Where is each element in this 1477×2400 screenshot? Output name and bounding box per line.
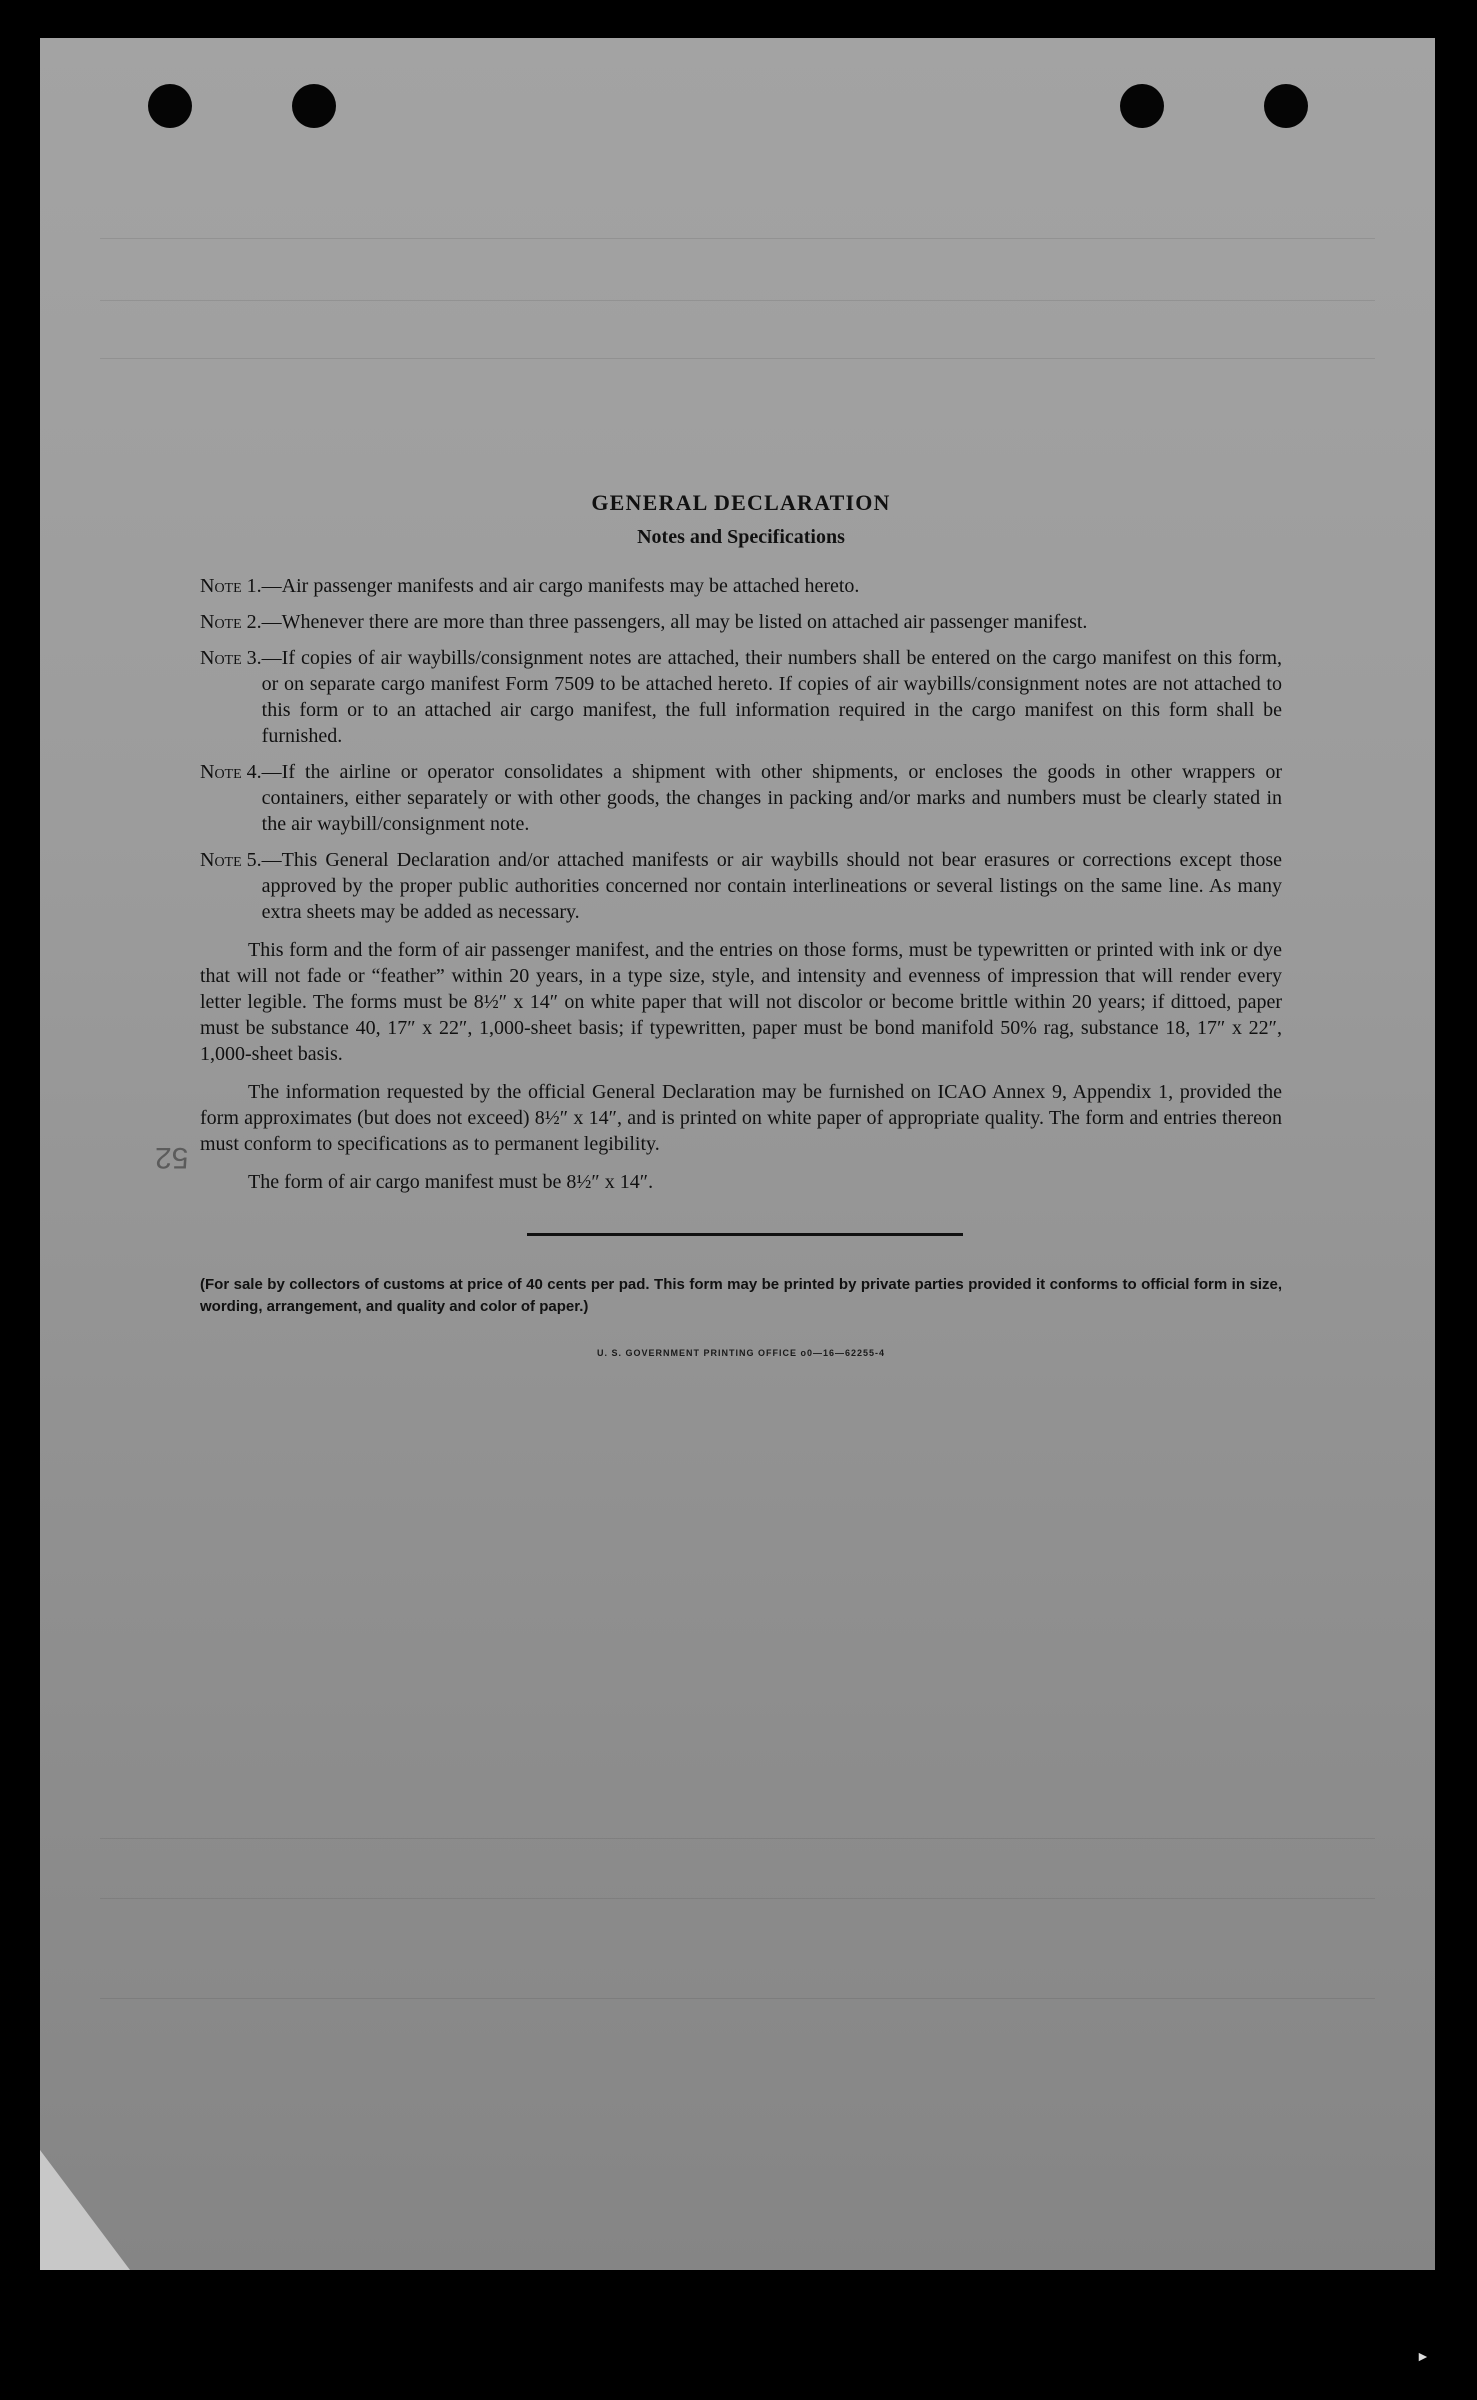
margin-mark: 52	[155, 1141, 189, 1174]
sale-note: (For sale by collectors of customs at price of 40 cents per pad. This form may be printed by private parties provided it conforms to official form in size, wording, arrangement, and quality and color of paper.)	[200, 1276, 1282, 1315]
notes-section	[200, 490, 1282, 1358]
bleed-through-line	[100, 358, 1375, 359]
punch-hole	[1264, 84, 1308, 128]
bleed-through-line	[100, 1998, 1375, 1999]
page-title: GENERAL DECLARATION	[591, 490, 891, 515]
bleed-through-line	[100, 1898, 1375, 1899]
note-text: —This General Declaration and/or attached manifests or air waybills should not bear erasures or corrections except those approved by the proper public authorities concerned nor contain interlineations or several listings on the same line. As many extra sheets may be added as necessary.	[261, 849, 1282, 923]
punch-hole	[148, 84, 192, 128]
note-item	[200, 645, 1282, 749]
note-item	[200, 609, 1282, 635]
note-label: Note 4.	[200, 761, 262, 783]
page-subtitle: Notes and Specifications	[637, 526, 845, 548]
note-text: —If the airline or operator consolidates a shipment with other shipments, or encloses the goods in other wrappers or containers, either separately or with other goods, the changes in packing and/or marks and numbers must be clearly stated in the air waybill/consignment note.	[261, 761, 1282, 835]
bleed-through-line	[100, 300, 1375, 301]
note-label: Note 1.	[200, 575, 262, 597]
note-text: —Whenever there are more than three passengers, all may be listed on attached air passenger manifest.	[261, 611, 1088, 633]
note-text: —Air passenger manifests and air cargo manifests may be attached hereto.	[261, 575, 860, 597]
bleed-through-line	[100, 238, 1375, 239]
note-label: Note 2.	[200, 611, 262, 633]
specification-paragraph: This form and the form of air passenger manifest, and the entries on those forms, must be typewritten or printed with ink or dye that will not fade or “feather” within 20 years, in a type size, style, and intensity and evenness of impression that will render every letter legible. The forms must be 8½″ x 14″ on white paper that will not discolor or become brittle within 20 years; if dittoed, paper must be substance 40, 17″ x 22″, 1,000-sheet basis; if typewritten, paper must be bond manifold 50% rag, substance 18, 17″ x 22″, 1,000-sheet basis.	[200, 939, 1282, 1065]
cursor-arrow-icon: ►	[1416, 2350, 1430, 2365]
printing-office-line: U. S. GOVERNMENT PRINTING OFFICE o0—16—62255-4	[596, 1348, 886, 1358]
note-label: Note 3.	[200, 647, 262, 669]
punch-hole	[1120, 84, 1164, 128]
note-item	[200, 759, 1282, 837]
specification-paragraph: The form of air cargo manifest must be 8½″ x 14″.	[248, 1171, 654, 1193]
note-item	[200, 573, 1282, 599]
bleed-through-line	[100, 1838, 1375, 1839]
note-text: —If copies of air waybills/consignment notes are attached, their numbers shall be entered on the cargo manifest on this form, or on separate cargo manifest Form 7509 to be attached hereto. If copies of air waybills/consignment notes are not attached to this form or to an attached air cargo manifest, the full information required in the cargo manifest on this form shall be furnished.	[261, 647, 1282, 747]
note-item	[200, 847, 1282, 925]
specification-paragraph: The information requested by the official General Declaration may be furnished on ICAO Annex 9, Appendix 1, provided the form approximates (but does not exceed) 8½″ x 14″, and is printed on white paper of appropriate quality. The form and entries thereon must conform to specifications as to permanent legibility.	[200, 1081, 1282, 1155]
note-label: Note 5.	[200, 849, 262, 871]
divider	[527, 1233, 963, 1236]
punch-hole	[292, 84, 336, 128]
